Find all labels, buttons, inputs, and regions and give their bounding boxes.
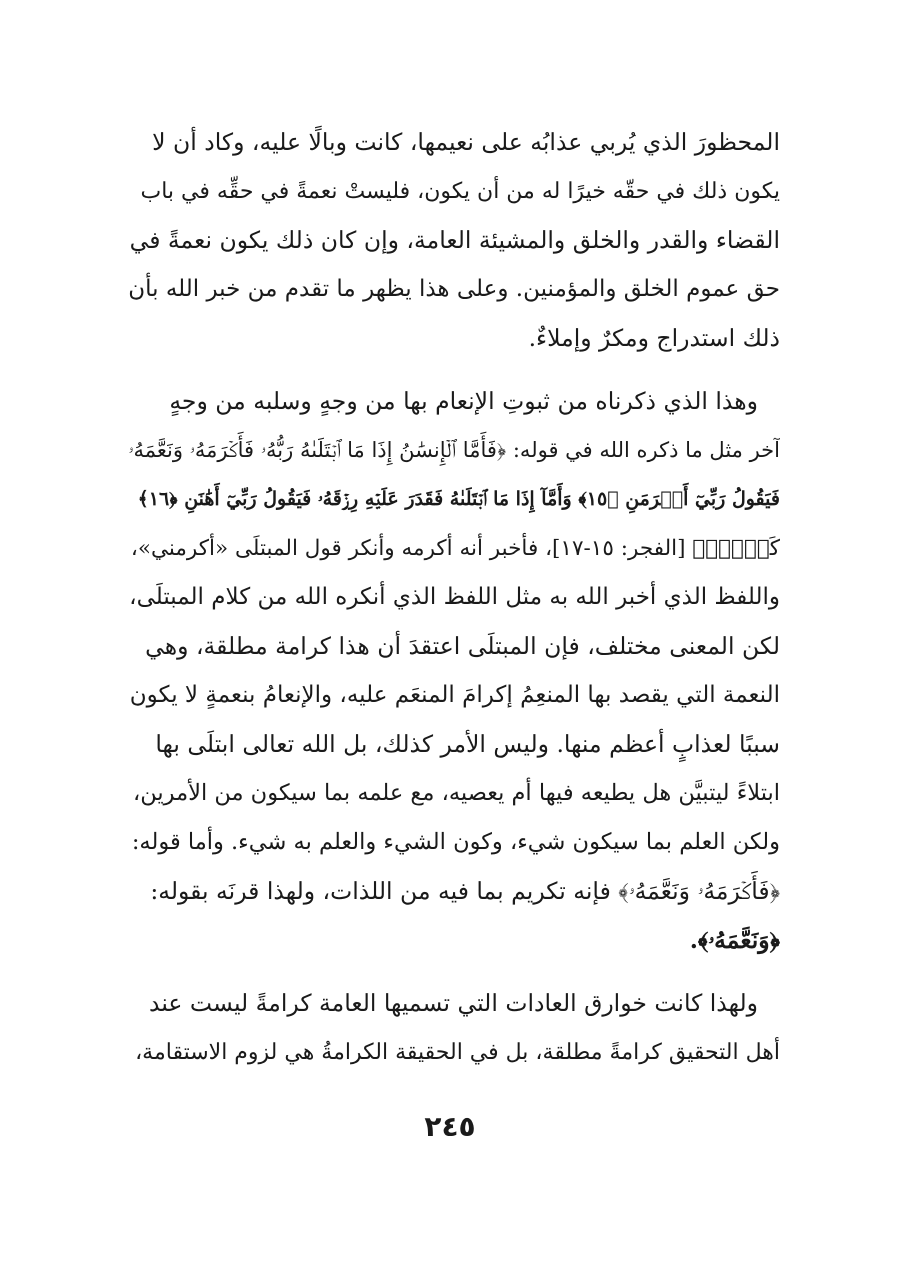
paragraph-2 — [128, 377, 780, 965]
text-line-quran: آخر مثل ما ذكره الله في قوله: ﴿فَأَمَّا ٱلۡإِنسَٰنُ إِذَا مَا ٱبۡتَلَىٰهُ رَبُّهُۥ فَأَكۡرَمَهُۥ وَنَعَّمَهُۥ — [128, 438, 780, 462]
text-line: لكن المعنى مختلف، فإن المبتلَى اعتقدَ أن هذا كرامة مطلقة، وهي — [145, 632, 780, 660]
text-line: ولكن العلم بما سيكون شيء، وكون الشيء والعلم به شيء. وأما قوله: — [131, 829, 780, 855]
text-line: حق عموم الخلق والمؤمنين. وعلى هذا يظهر ما تقدم من خبر الله بأن — [128, 276, 780, 302]
page-body — [128, 118, 780, 1077]
text-line: سببًا لعذابٍ أعظم منها. وليس الأمر كذلك، بل الله تعالى ابتلَى بها — [155, 730, 780, 758]
quran-verse-line: ﴿وَنَعَّمَهُۥ﴾. — [689, 926, 780, 954]
text-line: ابتلاءً ليتبيَّن هل يطيعه فيها أم يعصيه، مع علمه بما سيكون من الأمرين، — [133, 780, 780, 806]
text-line: ولهذا كانت خوارق العادات التي تسميها العامة كرامةً ليست عند — [148, 989, 758, 1017]
text-line: وهذا الذي ذكرناه من ثبوتِ الإنعام بها من وجهٍ وسلبه من وجهٍ — [169, 387, 758, 415]
page-number: ٢٤٥ — [424, 1110, 476, 1143]
text-line: أهل التحقيق كرامةً مطلقة، بل في الحقيقة الكرامةُ هي لزوم الاستقامة، — [135, 1040, 780, 1065]
text-line-quran: ﴿فَأَكۡرَمَهُۥ وَنَعَّمَهُۥ﴾ فإنه تكريم بما فيه من اللذات، ولهذا قرنَه بقوله: — [150, 877, 780, 905]
text-line: القضاء والقدر والخلق والمشيئة العامة، وإن كان ذلك يكون نعمةً في — [129, 226, 780, 254]
quran-verse-line: فَيَقُولُ رَبِّيٓ أَكۡرَمَنِ ﴿١٥﴾ وَأَمَّآ إِذَا مَا ٱبۡتَلَىٰهُ فَقَدَرَ عَلَيۡهِ رِزۡقَهُۥ فَيَقُولُ رَبِّيٓ أَهَٰنَنِ ﴿١٦﴾ — [137, 488, 780, 510]
paragraph-1 — [128, 118, 780, 363]
text-line: المحظورَ الذي يُربي عذابُه على نعيمها، كانت وبالًا عليه، وكاد أن لا — [152, 128, 780, 156]
text-line: ذلك استدراج ومكرٌ وإملاءٌ. — [528, 324, 780, 352]
text-line: النعمة التي يقصد بها المنعِمُ إكرامَ المنعَم عليه، والإنعامُ بنعمةٍ لا يكون — [129, 682, 780, 708]
text-line: واللفظ الذي أخبر الله به مثل اللفظ الذي أنكره الله من كلام المبتلَى، — [129, 584, 780, 610]
text-line-with-reference: كَلَّاۖ﴾ [الفجر: ١٥-١٧]، فأخبر أنه أكرمه وأنكر قول المبتلَى «أكرمني»، — [130, 536, 780, 561]
paragraph-3 — [128, 979, 780, 1077]
text-line: يكون ذلك في حقّه خيرًا له من أن يكون، فليستْ نعمةً في حقِّه في باب — [140, 179, 780, 204]
